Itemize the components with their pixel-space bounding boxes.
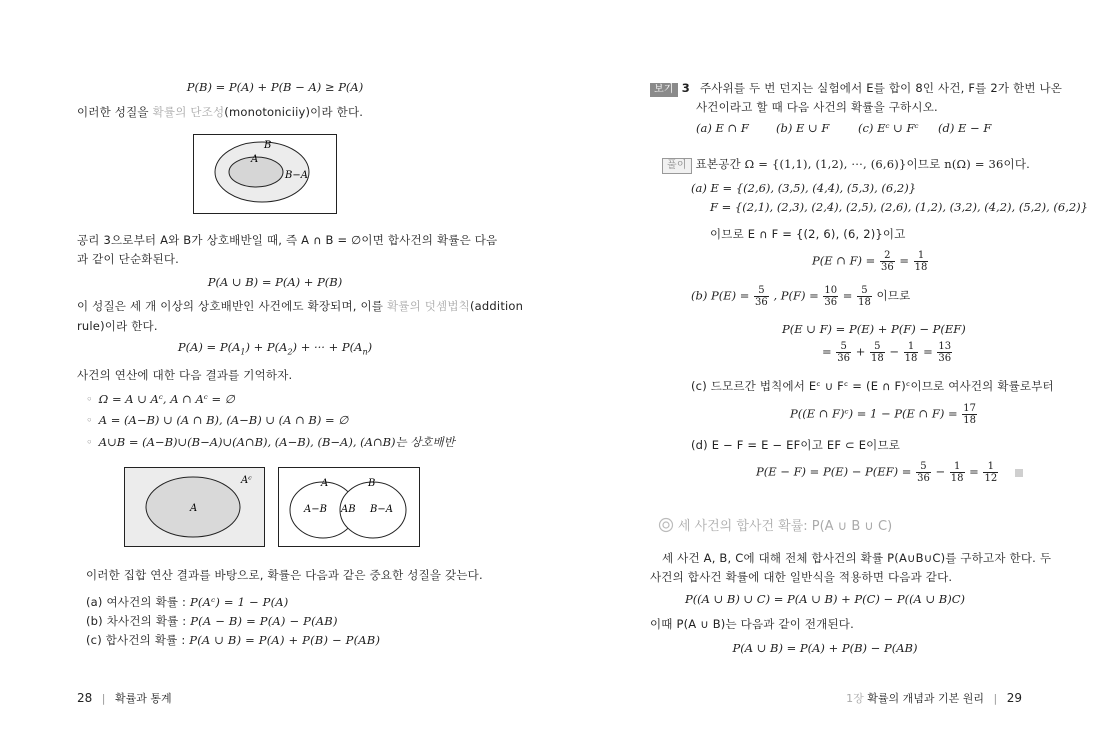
solution-badge: 풀이 <box>662 158 692 174</box>
example-number: 3 <box>681 81 690 95</box>
example-option: (a) E ∩ F <box>696 121 749 135</box>
venn3-label-B: B <box>368 478 376 489</box>
section-heading <box>658 515 892 534</box>
term-monotonicity: 확률의 단조성 <box>152 105 225 119</box>
venn2-label-Ac: Aᶜ <box>241 475 252 486</box>
example-3-line2: 사건이라고 할 때 다음 사건의 확률을 구하시오. <box>696 100 938 114</box>
venn3-label-AB: AB <box>341 504 356 515</box>
venn3-label-AminusB: A−B <box>304 504 327 515</box>
property-difference: (b) 차사건의 확률 : P(A − B) = P(A) − P(AB) <box>86 614 338 628</box>
solution-d-line: (d) E − F = E − EF이고 EF ⊂ E이므로 <box>691 438 901 452</box>
venn2-label-A: A <box>190 503 198 514</box>
venn-diagram-complement <box>124 467 265 547</box>
venn1-label-A: A <box>251 154 259 165</box>
end-of-proof-square <box>1015 469 1023 477</box>
venn1-label-BminusA: B−A <box>285 170 308 181</box>
page-number: 28 <box>77 691 93 705</box>
venn1-label-B: B <box>264 140 272 151</box>
section-title: 세 사건의 합사건 확률: P(A ∪ B ∪ C) <box>677 519 893 534</box>
property-union: (c) 합사건의 확률 : P(A ∪ B) = P(A) + P(B) − P(AB) <box>86 633 381 647</box>
chapter-title: 확률의 개념과 기본 원리 <box>867 692 984 705</box>
venn-diagram-partition <box>278 467 420 547</box>
axiom3-line1: 공리 3으로부터 A와 B가 상호배반일 때, 즉 A ∩ B = ∅이면 합사건의 확률은 다음 <box>77 233 498 247</box>
example-option: (c) Eᶜ ∪ Fᶜ <box>858 121 919 135</box>
venn3-label-A: A <box>321 478 329 489</box>
solution-sample-space: 풀이 표본공간 Ω = {(1,1), (1,2), ···, (6,6)}이므로 n(Ω) = 36이다. <box>662 156 1030 174</box>
monotonicity-text: 이러한 성질을 확률의 단조성(monotoniciiy)이라 한다. <box>77 105 364 119</box>
solution-b-union-formula: P(E ∪ F) = P(E) + P(F) − P(EF) <box>782 322 966 336</box>
solution-b-union-value: = $\frac{5}{36}$ + $\frac{5}{18}$ − $\frac{1}{18}$ = $\frac{13}{36}$ <box>822 341 952 364</box>
property-complement: (a) 여사건의 확률 : P(Aᶜ) = 1 − P(A) <box>86 595 289 609</box>
bullet-item: ◦ A = (A−B) ∪ (A ∩ B), (A−B) ∪ (A ∩ B) = ∅ <box>86 413 349 427</box>
eq-disjoint-union: P(A ∪ B) = P(A) + P(B) <box>207 275 343 289</box>
addition-rule-line2: rule)이라 한다. <box>77 319 158 333</box>
example-3-line1: 보기 3 주사위를 두 번 던지는 실험에서 E를 합이 8인 사건, F를 2가 한번 나온 <box>650 80 1062 97</box>
section-text-line2: 사건의 합사건 확률에 대한 일반식을 적용하면 다음과 같다. <box>650 570 953 584</box>
solution-a-E: (a) E = {(2,6), (3,5), (4,4), (5,3), (6,2)} <box>691 181 917 195</box>
eq-addition-rule: $P(A) = P(A_1) + P(A_2)$ + ··· + $P(A_n)$ <box>177 340 373 357</box>
axiom3-line2: 과 같이 단순화된다. <box>77 252 180 266</box>
solution-a-equation: P(E ∩ F) = $\frac{2}{36}$ = $\frac{1}{18}$ <box>812 250 928 273</box>
addition-rule-line1: 이 성질은 세 개 이상의 상호배반인 사건에도 확장되며, 이를 확률의 덧셈법칙(addition <box>77 299 524 313</box>
solution-a-F: F = {(2,1), (2,3), (2,4), (2,5), (2,6), (1,2), (3,2), (4,2), (5,2), (6,2)} <box>710 200 1088 214</box>
book-title: 확률과 통계 <box>115 692 172 705</box>
example-badge: 보기 <box>650 83 678 97</box>
example-option: (d) E − F <box>938 121 992 135</box>
footer-left: 28 | 확률과 통계 <box>77 691 172 705</box>
section-icon <box>658 517 674 533</box>
example-option: (b) E ∪ F <box>776 121 830 135</box>
solution-b-probs: (b) P(E) = $\frac{5}{36}$ , P(F) = $\frac{10}{36}$ = $\frac{5}{18}$ 이므로 <box>691 285 911 308</box>
eq-three-union: P((A ∪ B) ∪ C) = P(A ∪ B) + P(C) − P((A ∪ B)C) <box>684 592 966 606</box>
chapter-label: 1장 <box>846 692 864 705</box>
right-page <box>550 0 1100 746</box>
eq-two-union: P(A ∪ B) = P(A) + P(B) − P(AB) <box>732 641 918 655</box>
solution-c-equation: P((E ∩ F)ᶜ) = 1 − P(E ∩ F) = $\frac{17}{18}$ <box>790 403 976 426</box>
remember-text: 사건의 연산에 대한 다음 결과를 기억하자. <box>77 368 293 382</box>
solution-a-since: 이므로 E ∩ F = {(2, 6), (6, 2)}이고 <box>710 227 906 241</box>
page-number: 29 <box>1006 691 1022 705</box>
eq-monotonicity: P(B) = P(A) + P(B − A) ≥ P(A) <box>186 80 364 94</box>
properties-intro: 이러한 집합 연산 결과를 바탕으로, 확률은 다음과 같은 중요한 성질을 갖는다. <box>86 568 483 582</box>
bullet-item: ◦ A∪B = (A−B)∪(B−A)∪(A∩B), (A−B), (B−A), (A∩B)는 상호배반 <box>86 435 455 449</box>
bullet-item: ◦ Ω = A ∪ Aᶜ, A ∩ Aᶜ = ∅ <box>86 392 235 406</box>
section-text-line3: 이때 P(A ∪ B)는 다음과 같이 전개된다. <box>650 617 854 631</box>
footer-right: 1장 확률의 개념과 기본 원리 | 29 <box>846 691 1022 705</box>
solution-c-line: (c) 드모르간 법칙에서 Eᶜ ∪ Fᶜ = (E ∩ F)ᶜ이므로 여사건의 확률로부터 <box>691 379 1054 393</box>
term-addition-rule: 확률의 덧셈법칙 <box>386 299 470 313</box>
solution-d-equation: P(E − F) = P(E) − P(EF) = $\frac{5}{36}$ − $\frac{1}{18}$ = $\frac{1}{12}$ <box>756 461 998 484</box>
section-text-line1: 세 사건 A, B, C에 대해 전체 합사건의 확률 P(A∪B∪C)를 구하고자 한다. 두 <box>662 551 1052 565</box>
venn3-label-BminusA: B−A <box>370 504 393 515</box>
venn-diagram-subset <box>193 134 337 214</box>
